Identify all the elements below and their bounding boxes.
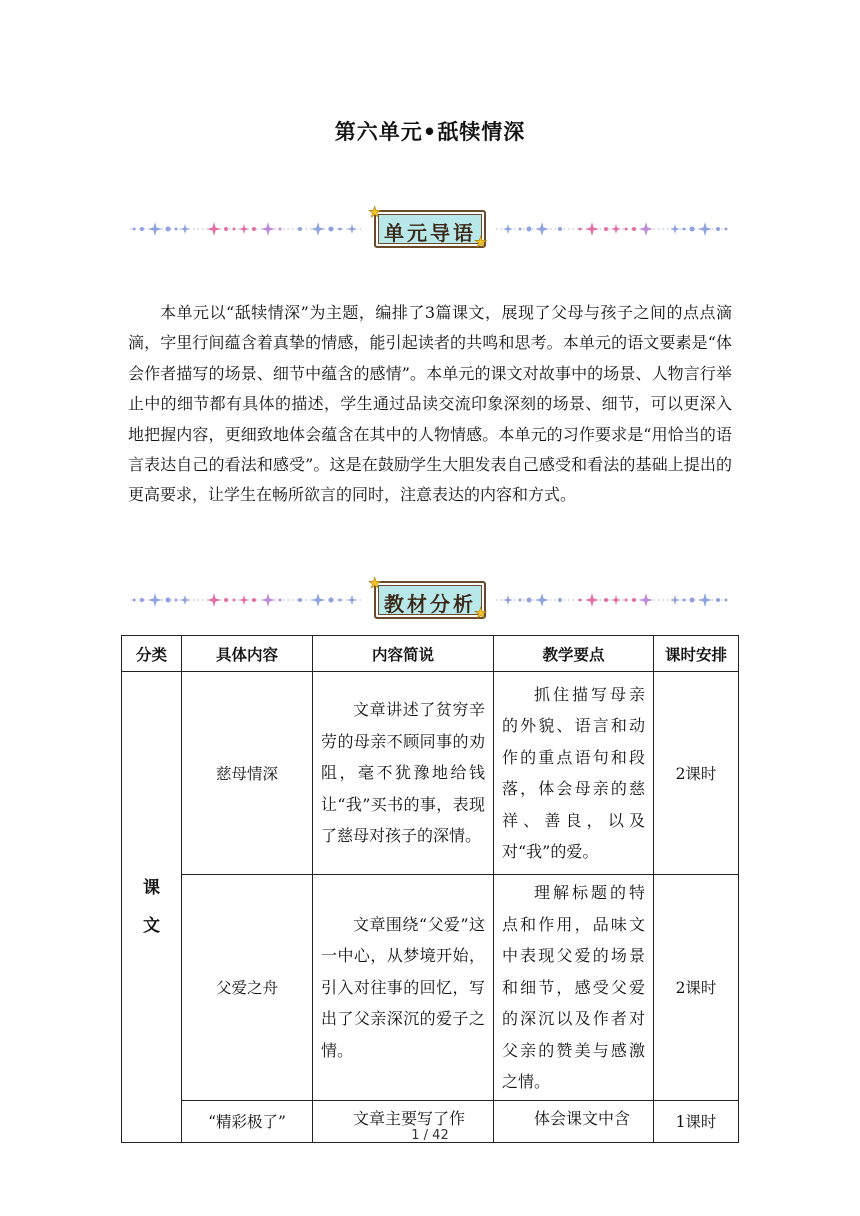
category-label: 课 文 [143, 877, 160, 936]
table-header-cell: 教学要点 [494, 636, 654, 672]
section-banner-analysis [128, 574, 732, 622]
teaching-points-text: 理解标题的特点和作用，品味文中表现父爱的场景和细节，感受父爱的深沉以及作者对父亲的赞美与感激之情。 [502, 883, 645, 1091]
table-header-cell: 内容简说 [313, 636, 494, 672]
lesson-name: 父爱之舟 [182, 875, 313, 1101]
section-banner-intro [128, 203, 732, 251]
lesson-summary [313, 672, 494, 875]
page-title: 第六单元•舐犊情深 [334, 120, 526, 144]
teaching-points [494, 672, 654, 875]
star-icon: ★ [368, 203, 382, 221]
category-cell [122, 672, 182, 1143]
lesson-name: 慈母情深 [182, 672, 313, 875]
textbook-analysis-table [121, 635, 739, 1143]
table-header-cell: 分类 [122, 636, 182, 672]
badge-label-analysis: 教材分析 [384, 592, 476, 616]
badge-label-intro: 单元导语 [384, 221, 476, 245]
table-header-cell: 课时安排 [654, 636, 739, 672]
unit-intro-paragraph [128, 298, 732, 511]
star-icon: ★ [474, 233, 488, 251]
table-row [122, 672, 739, 875]
lesson-summary-text: 文章讲述了贫穷辛劳的母亲不顾同事的劝阻，毫不犹豫地给钱让“我”买书的事，表现了慈母对孩子的深情。 [321, 700, 485, 846]
table-header-cell: 具体内容 [182, 636, 313, 672]
teaching-points-text: 体会课文中含 [534, 1108, 631, 1128]
star-icon: ★ [368, 574, 382, 592]
lesson-hours: 1课时 [654, 1100, 739, 1142]
badge-analysis [368, 574, 488, 622]
lesson-hours: 2课时 [654, 875, 739, 1101]
lesson-summary-text: 文章主要写了作 [353, 1108, 466, 1128]
teaching-points [494, 875, 654, 1101]
lesson-summary [313, 875, 494, 1101]
table-header-row [122, 636, 739, 672]
table-row [122, 875, 739, 1101]
badge-intro [368, 203, 488, 251]
unit-intro-text: 本单元以“舐犊情深”为主题，编排了3篇课文，展现了父母与孩子之间的点点滴滴，字里行间蕴含着真挚的情感，能引起读者的共鸣和思考。本单元的语文要素是“体会作者描写的场景、细节中蕴含的感情”。本单元的课文对故事中的场景、人物言行举止中的细节都有具体的描述，学生通过品读交流印象深刻的场景、细节，可以更深入地把握内容，更细致地体会蕴含在其中的人物情感。本单元的习作要求是“用恰当的语言表达自己的看法和感受”。这是在鼓励学生大胆发表自己感受和看法的基础上提出的更高要求，让学生在畅所欲言的同时，注意表达的内容和方式。 [128, 303, 732, 505]
teaching-points-text: 抓住描写母亲的外貌、语言和动作的重点语句和段落，体会母亲的慈祥、善良，以及对“我”的爱。 [502, 684, 645, 861]
star-icon: ★ [474, 604, 488, 622]
lesson-name: “精彩极了” [182, 1100, 313, 1142]
lesson-hours: 2课时 [654, 672, 739, 875]
page-number: 1 / 42 [411, 1128, 449, 1143]
lesson-summary-text: 文章围绕“父爱”这一中心，从梦境开始，引入对往事的回忆，写出了父亲深沉的爱子之情。 [321, 914, 485, 1060]
